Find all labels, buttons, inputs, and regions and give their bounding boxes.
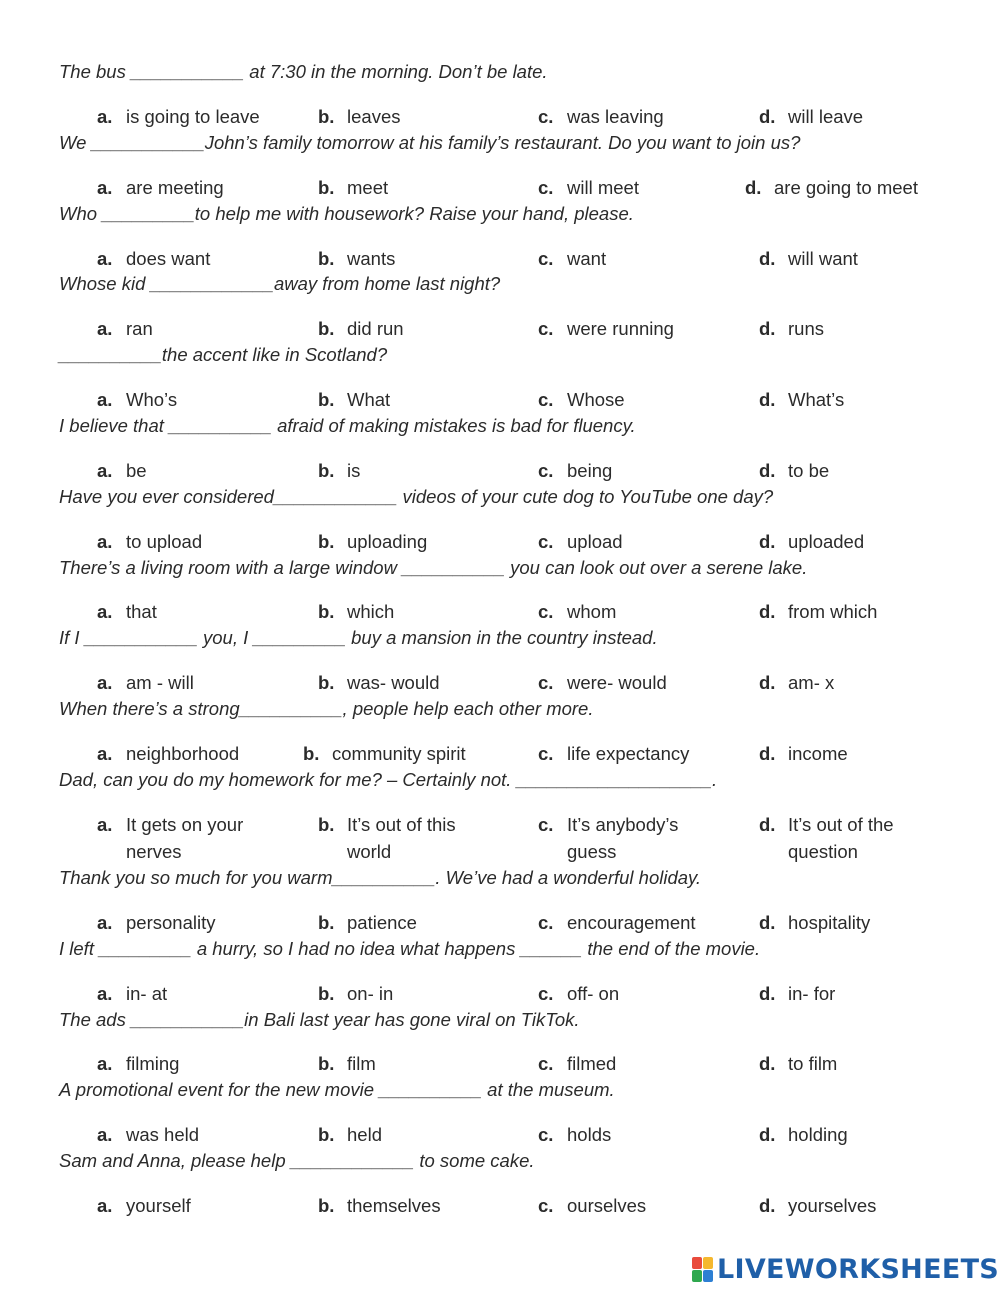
option-text: are going to meet: [774, 177, 918, 198]
option-text: It’s anybody’s guess: [567, 814, 679, 862]
option-text: was leaving: [567, 106, 664, 127]
option-text: uploading: [347, 531, 428, 552]
option-text: uploaded: [788, 531, 865, 552]
question-text: The ads ___________in Bali last year has gone viral on TikTok.: [59, 1009, 580, 1030]
question-text: Whose kid ____________away from home last night?: [59, 273, 501, 294]
option-text: was held: [126, 1124, 200, 1145]
option-letter: a.: [97, 318, 113, 339]
option-letter: b.: [303, 743, 320, 764]
option-letter: a.: [97, 983, 113, 1004]
option-letter: c.: [538, 814, 554, 835]
option-text: will want: [788, 248, 858, 269]
question-text: We ___________John’s family tomorrow at his family’s restaurant. Do you want to join us?: [59, 132, 801, 153]
option-text: filming: [126, 1053, 180, 1074]
option-text: What’s: [788, 389, 845, 410]
option-letter: d.: [759, 318, 776, 339]
option-text: does want: [126, 248, 211, 269]
option-letter: d.: [759, 743, 776, 764]
option-letter: b.: [318, 1195, 335, 1216]
question-text: If I ___________ you, I _________ buy a mansion in the country instead.: [59, 627, 658, 648]
option-text: encouragement: [567, 912, 696, 933]
option-text: in- for: [788, 983, 836, 1004]
option-letter: d.: [759, 912, 776, 933]
option-text: yourself: [126, 1195, 191, 1216]
option-text: holding: [788, 1124, 848, 1145]
option-letter: a.: [97, 531, 113, 552]
option-letter: b.: [318, 531, 335, 552]
option-text: income: [788, 743, 848, 764]
option-text: held: [347, 1124, 382, 1145]
option-text: wants: [347, 248, 396, 269]
option-letter: b.: [318, 1053, 335, 1074]
option-text: neighborhood: [126, 743, 240, 764]
option-letter: a.: [97, 1195, 113, 1216]
option-text: whom: [567, 601, 617, 622]
option-letter: c.: [538, 248, 554, 269]
option-letter: d.: [759, 814, 776, 835]
question-text: I believe that __________ afraid of making mistakes is bad for fluency.: [59, 415, 636, 436]
option-text: off- on: [567, 983, 620, 1004]
question-text: When there’s a strong__________, people help each other more.: [59, 698, 594, 719]
option-text: ran: [126, 318, 153, 339]
liveworksheets-logo-icon: [692, 1257, 714, 1283]
option-letter: c.: [538, 1195, 554, 1216]
option-letter: c.: [538, 1124, 554, 1145]
question-text: __________the accent like in Scotland?: [59, 344, 388, 365]
option-letter: a.: [97, 672, 113, 693]
option-text: want: [567, 248, 607, 269]
option-letter: a.: [97, 248, 113, 269]
option-text: be: [126, 460, 147, 481]
option-text: from which: [788, 601, 878, 622]
option-letter: b.: [318, 601, 335, 622]
option-letter: b.: [318, 912, 335, 933]
option-text: will leave: [788, 106, 864, 127]
option-letter: c.: [538, 531, 554, 552]
option-letter: b.: [318, 318, 335, 339]
option-text: meet: [347, 177, 389, 198]
option-letter: d.: [759, 601, 776, 622]
option-letter: b.: [318, 248, 335, 269]
option-text: am - will: [126, 672, 194, 693]
option-letter: d.: [759, 1124, 776, 1145]
option-letter: b.: [318, 1124, 335, 1145]
option-letter: d.: [759, 460, 776, 481]
option-text: Who’s: [126, 389, 178, 410]
option-letter: a.: [97, 1124, 113, 1145]
option-text: It’s out of this world: [347, 814, 456, 862]
option-letter: c.: [538, 460, 554, 481]
option-text: What: [347, 389, 391, 410]
option-text: ourselves: [567, 1195, 647, 1216]
option-text: was- would: [347, 672, 440, 693]
option-letter: a.: [97, 1053, 113, 1074]
liveworksheets-logo[interactable]: [692, 1254, 999, 1286]
option-text: yourselves: [788, 1195, 877, 1216]
option-text: themselves: [347, 1195, 441, 1216]
option-text: to film: [788, 1053, 838, 1074]
option-letter: a.: [97, 106, 113, 127]
option-letter: d.: [759, 531, 776, 552]
option-letter: c.: [538, 106, 554, 127]
option-letter: d.: [759, 672, 776, 693]
question-text: The bus ___________ at 7:30 in the morning. Don’t be late.: [59, 61, 548, 82]
option-text: hospitality: [788, 912, 871, 933]
option-letter: a.: [97, 389, 113, 410]
option-letter: d.: [759, 1195, 776, 1216]
option-text: is: [347, 460, 361, 481]
option-text: personality: [126, 912, 216, 933]
option-letter: a.: [97, 814, 113, 835]
question-text: Who _________to help me with housework? Raise your hand, please.: [59, 203, 634, 224]
option-text: to upload: [126, 531, 203, 552]
option-text: are meeting: [126, 177, 224, 198]
option-text: did run: [347, 318, 404, 339]
option-letter: c.: [538, 743, 554, 764]
option-letter: a.: [97, 177, 113, 198]
option-text: Whose: [567, 389, 625, 410]
logo-tile-icon: [703, 1257, 713, 1269]
option-letter: c.: [538, 672, 554, 693]
question-text: Thank you so much for you warm__________. We’ve had a wonderful holiday.: [59, 867, 702, 888]
option-letter: b.: [318, 814, 335, 835]
option-text: It’s out of the question: [788, 814, 894, 862]
option-text: in- at: [126, 983, 168, 1004]
option-text: were- would: [567, 672, 667, 693]
question-text: I left _________ a hurry, so I had no idea what happens ______ the end of the movie.: [59, 938, 761, 959]
option-text: upload: [567, 531, 623, 552]
option-text: being: [567, 460, 613, 481]
option-text: It gets on your nerves: [126, 814, 244, 862]
option-text: am- x: [788, 672, 835, 693]
option-letter: b.: [318, 983, 335, 1004]
option-text: life expectancy: [567, 743, 690, 764]
question-text: Dad, can you do my homework for me? – Certainly not. ___________________.: [59, 769, 718, 790]
option-letter: a.: [97, 743, 113, 764]
option-text: community spirit: [332, 743, 466, 764]
option-letter: d.: [759, 389, 776, 410]
option-letter: a.: [97, 601, 113, 622]
option-text: holds: [567, 1124, 612, 1145]
option-text: leaves: [347, 106, 401, 127]
logo-tile-icon: [692, 1270, 702, 1282]
option-letter: c.: [538, 318, 554, 339]
option-letter: a.: [97, 912, 113, 933]
option-letter: d.: [759, 106, 776, 127]
question-text: Have you ever considered____________ videos of your cute dog to YouTube one day?: [59, 486, 774, 507]
option-text: to be: [788, 460, 830, 481]
option-text: which: [347, 601, 395, 622]
option-letter: c.: [538, 983, 554, 1004]
option-letter: c.: [538, 1053, 554, 1074]
option-text: film: [347, 1053, 376, 1074]
option-text: is going to leave: [126, 106, 260, 127]
option-text: on- in: [347, 983, 394, 1004]
logo-tile-icon: [703, 1270, 713, 1282]
option-letter: d.: [759, 983, 776, 1004]
option-letter: d.: [759, 1053, 776, 1074]
option-letter: b.: [318, 672, 335, 693]
option-letter: b.: [318, 106, 335, 127]
option-letter: d.: [745, 177, 762, 198]
option-text: will meet: [567, 177, 639, 198]
question-text: There’s a living room with a large window __________ you can look out over a serene lake.: [59, 557, 808, 578]
question-text: A promotional event for the new movie __________ at the museum.: [59, 1079, 615, 1100]
option-letter: b.: [318, 460, 335, 481]
option-text: that: [126, 601, 157, 622]
option-letter: c.: [538, 389, 554, 410]
option-text: filmed: [567, 1053, 617, 1074]
option-text: were running: [567, 318, 674, 339]
option-letter: b.: [318, 177, 335, 198]
logo-wordmark: LIVEWORKSHEETS: [717, 1254, 1000, 1285]
logo-tile-icon: [692, 1257, 702, 1269]
option-letter: c.: [538, 912, 554, 933]
option-text: patience: [347, 912, 417, 933]
option-letter: c.: [538, 177, 554, 198]
option-letter: a.: [97, 460, 113, 481]
option-letter: d.: [759, 248, 776, 269]
option-letter: c.: [538, 601, 554, 622]
question-text: Sam and Anna, please help ____________ to some cake.: [59, 1150, 535, 1171]
option-text: runs: [788, 318, 824, 339]
option-letter: b.: [318, 389, 335, 410]
